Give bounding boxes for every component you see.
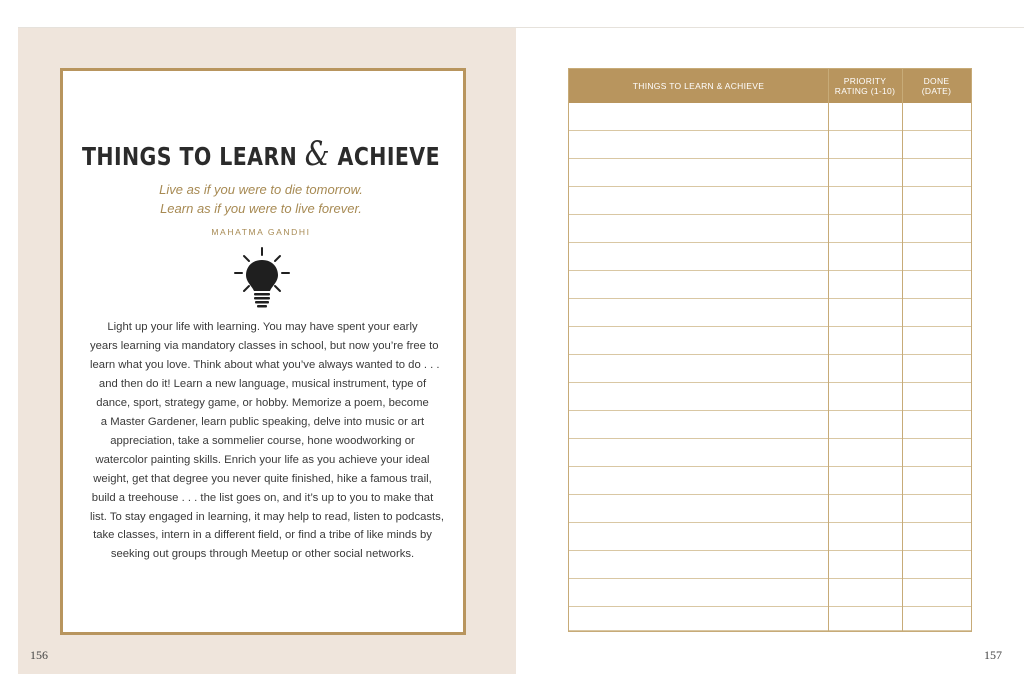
page-title [47,134,475,174]
goals-table [568,68,972,632]
table-row [569,411,971,439]
quote [0,180,522,218]
lightbulb-icon [232,246,292,308]
table-row [569,551,971,579]
table-row [569,579,971,607]
title-part1: THINGS TO LEARN [81,142,298,171]
page-number-right: 157 [984,648,1002,662]
quote-attribution: MAHATMA GANDHI [211,227,311,237]
title-ampersand: & [304,134,330,174]
body-line: seeking out groups through Meetup or other social networks. [110,548,415,561]
body-line: list. To stay engaged in learning, it may help to read, listen to podcasts, [90,510,444,523]
table-row [569,103,971,131]
body-line: build a treehouse . . . the list goes on, and it’s up to you to make that [91,491,434,504]
quote-line: Live as if you were to die tomorrow. [159,182,363,197]
body-line: dance, sport, strategy game, or hobby. Memorize a poem, become [96,396,429,409]
body-line: and then do it! Learn a new language, musical instrument, type of [98,377,427,390]
table-row [569,187,971,215]
table-header [569,69,971,103]
table-row [569,523,971,551]
title-part2: ACHIEVE [337,142,441,171]
column-divider [902,69,903,631]
header-priority-rating: PRIORITY RATING (1-10) [834,76,896,96]
table-row [569,607,971,631]
body-line: watercolor painting skills. Enrich your life as you achieve your ideal [95,453,430,466]
column-divider [828,69,829,631]
table-row [569,159,971,187]
body-line: a Master Gardener, learn public speaking, delve into music or art [100,415,425,428]
table-row [569,439,971,467]
quote-line: Learn as if you were to live forever. [160,201,362,216]
table-row [569,131,971,159]
table-row [569,327,971,355]
table-row [569,243,971,271]
table-row [569,495,971,523]
table-row [569,215,971,243]
body-paragraph [90,318,444,564]
table-row [569,271,971,299]
header-things-to-learn: THINGS TO LEARN & ACHIEVE [632,81,765,91]
page-number-left: 156 [30,648,48,662]
table-row [569,467,971,495]
body-line: weight, get that degree you never quite finished, hike a famous trail, [93,472,432,485]
table-row [569,383,971,411]
body-line: take classes, intern in a different field, or find a tribe of like minds by [93,529,432,542]
header-done-date: DONE (DATE) [921,76,952,96]
body-line: years learning via mandatory classes in school, but now you’re free to [90,339,439,352]
body-line: learn what you love. Think about what you’ve always wanted to do . . . [90,358,440,371]
body-line: Light up your life with learning. You may have spent your early [107,321,418,333]
body-line: appreciation, take a sommelier course, hone woodworking or [110,434,415,447]
table-row [569,355,971,383]
table-row [569,299,971,327]
